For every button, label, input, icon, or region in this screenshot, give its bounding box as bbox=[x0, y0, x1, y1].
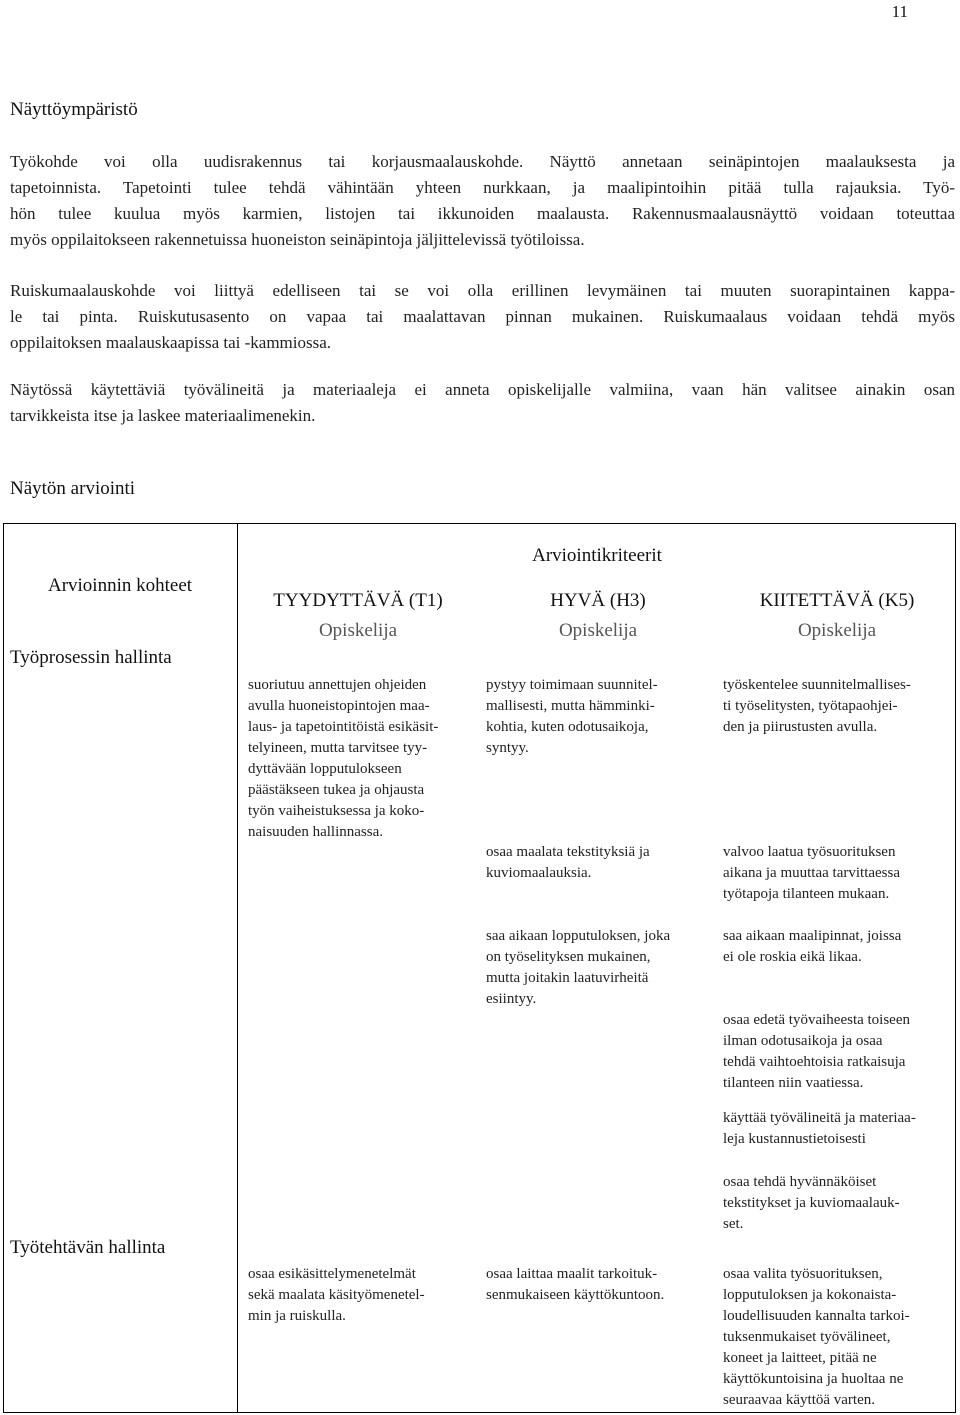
level-t1-subheader: Opiskelija bbox=[318, 620, 398, 641]
text-line: tapetoinnista. Tapetointi tulee tehdä vähintään yhteen nurkkaan, ja maalipintoihin pitää tulla rajauksia. Työ- bbox=[10, 178, 955, 197]
cell-line: kuviomaalauksia. bbox=[486, 865, 592, 881]
cell-line: esiintyy. bbox=[486, 991, 537, 1007]
text-line: Ruiskumaalauskohde voi liittyä edelliseen tai se voi olla erillinen levymäinen tai muuten suorapintainen kappa- bbox=[10, 281, 955, 300]
section-title-environment: Näyttöympäristö bbox=[10, 99, 138, 120]
level-h3-header: HYVÄ (H3) bbox=[550, 590, 646, 611]
text-line: tarvikkeista itse ja laskee materiaalimenekin. bbox=[10, 406, 316, 425]
cell-line: sekä maalata käsityömenetel- bbox=[248, 1287, 425, 1303]
table-column-divider bbox=[237, 523, 238, 1413]
criteria-h3-process-c bbox=[486, 926, 670, 1010]
criteria-t1-process bbox=[248, 675, 438, 843]
paragraph-environment-2 bbox=[10, 278, 955, 356]
cell-line: osaa valita työsuorituksen, bbox=[723, 1266, 883, 1282]
table-border-right bbox=[955, 523, 956, 1413]
criteria-k5-task bbox=[723, 1264, 910, 1411]
section-title-assessment: Näytön arviointi bbox=[10, 478, 136, 499]
cell-line: käyttökuntoisina ja huoltaa ne bbox=[723, 1371, 904, 1387]
cell-line: valvoo laatua työsuorituksen bbox=[723, 844, 896, 860]
criteria-h3-process-b bbox=[486, 842, 650, 884]
row-label-work-process: Työprosessin hallinta bbox=[10, 647, 172, 668]
page-number: 11 bbox=[891, 2, 908, 21]
cell-line: tehdä vaihtoehtoisia ratkaisuja bbox=[723, 1054, 906, 1070]
criteria-h3-task bbox=[486, 1264, 664, 1306]
text-line: myös oppilaitokseen rakennetuissa huoneiston seinäpintoja jäljittelevissä työtiloissa. bbox=[10, 230, 585, 249]
level-k5-subheader: Opiskelija bbox=[797, 620, 877, 641]
text-line: oppilaitoksen maalauskaapissa tai -kammiossa. bbox=[10, 333, 332, 352]
criteria-h3-process-a bbox=[486, 675, 658, 759]
cell-line: syntyy. bbox=[486, 740, 529, 756]
cell-line: mutta joitakin laatuvirheitä bbox=[486, 970, 649, 986]
cell-line: osaa maalata tekstityksiä ja bbox=[486, 844, 650, 860]
cell-line: työn vaiheistuksessa ja koko- bbox=[248, 803, 425, 819]
table-border-bottom bbox=[3, 1412, 956, 1413]
cell-line: aikana ja muuttaa tarvittaessa bbox=[723, 865, 901, 881]
criteria-header: Arviointikriteerit bbox=[532, 545, 662, 566]
cell-line: tilanteen niin vaatiessa. bbox=[723, 1075, 864, 1091]
cell-line: osaa laittaa maalit tarkoituk- bbox=[486, 1266, 658, 1282]
cell-line: on työselityksen mukainen, bbox=[486, 949, 651, 965]
cell-line: den ja piirustusten avulla. bbox=[723, 719, 878, 735]
paragraph-environment-3 bbox=[10, 377, 955, 429]
cell-line: lopputuloksen ja kokonaista- bbox=[723, 1287, 897, 1303]
cell-line: loudellisuuden kannalta tarkoi- bbox=[723, 1308, 910, 1324]
cell-line: suoriutuu annettujen ohjeiden bbox=[248, 677, 427, 693]
cell-line: saa aikaan lopputuloksen, joka bbox=[486, 928, 671, 944]
text-line: Työkohde voi olla uudisrakennus tai korjausmaalauskohde. Näyttö annetaan seinäpintojen maalauksesta ja bbox=[10, 152, 955, 171]
criteria-k5-process-f bbox=[723, 1172, 900, 1235]
level-t1-header: TYYDYTTÄVÄ (T1) bbox=[273, 590, 443, 611]
cell-line: työskentelee suunnitelmallises- bbox=[723, 677, 911, 693]
cell-line: ei ole roskia eikä likaa. bbox=[723, 949, 862, 965]
cell-line: ilman odotusaikoja ja osaa bbox=[723, 1033, 883, 1049]
cell-line: dyttävään lopputulokseen bbox=[248, 761, 402, 777]
cell-line: kohtia, kuten odotusaikoja, bbox=[486, 719, 649, 735]
cell-line: laus- ja tapetointitöistä esikäsit- bbox=[248, 719, 439, 735]
table-border-left bbox=[3, 523, 4, 1413]
cell-line: tekstitykset ja kuviomaalauk- bbox=[723, 1195, 900, 1211]
text-line: le tai pinta. Ruiskutusasento on vapaa tai maalattavan pinnan mukainen. Ruiskumaalaus voidaan tehdä myös bbox=[10, 307, 955, 326]
cell-line: avulla huoneistopintojen maa- bbox=[248, 698, 430, 714]
cell-line: leja kustannustietoisesti bbox=[723, 1131, 866, 1147]
cell-line: mallisesti, mutta hämminki- bbox=[486, 698, 655, 714]
criteria-t1-task bbox=[248, 1264, 425, 1327]
cell-line: saa aikaan maalipinnat, joissa bbox=[723, 928, 902, 944]
cell-line: osaa edetä työvaiheesta toiseen bbox=[723, 1012, 911, 1028]
cell-line: osaa esikäsittelymenetelmät bbox=[248, 1266, 416, 1282]
cell-line: set. bbox=[723, 1216, 744, 1232]
level-k5-header: KIITETTÄVÄ (K5) bbox=[759, 590, 915, 611]
cell-line: pystyy toimimaan suunnitel- bbox=[486, 677, 658, 693]
cell-line: seuraavaa käyttöä varten. bbox=[723, 1392, 875, 1408]
cell-line: tuksenmukaiset työvälineet, bbox=[723, 1329, 891, 1345]
level-h3-subheader: Opiskelija bbox=[558, 620, 638, 641]
cell-line: käyttää työvälineitä ja materiaa- bbox=[723, 1110, 916, 1126]
criteria-k5-process-e bbox=[723, 1108, 916, 1150]
cell-line: min ja ruiskulla. bbox=[248, 1308, 346, 1324]
criteria-k5-process-c bbox=[723, 926, 901, 968]
paragraph-environment-1 bbox=[10, 149, 955, 253]
table-border-top bbox=[3, 523, 956, 524]
assessment-targets-header: Arvioinnin kohteet bbox=[47, 575, 193, 596]
cell-line: naisuuden hallinnassa. bbox=[248, 824, 383, 840]
criteria-k5-process-b bbox=[723, 842, 900, 905]
cell-line: telyineen, mutta tarvitsee tyy- bbox=[248, 740, 428, 756]
cell-line: senmukaiseen käyttökuntoon. bbox=[486, 1287, 665, 1303]
criteria-k5-process-d bbox=[723, 1010, 910, 1094]
text-line: hön tulee kuulua myös karmien, listojen tai ikkunoiden maalausta. Rakennusmaalausnäyttö voidaan toteuttaa bbox=[10, 204, 955, 223]
row-label-work-task: Työtehtävän hallinta bbox=[10, 1237, 166, 1258]
cell-line: ti työselitysten, työtapaohjei- bbox=[723, 698, 898, 714]
cell-line: päästäkseen tukea ja ohjausta bbox=[248, 782, 425, 798]
text-line: Näytössä käytettäviä työvälineitä ja materiaaleja ei anneta opiskelijalle valmiina, vaan hän valitsee ainakin osan bbox=[10, 380, 955, 399]
cell-line: koneet ja laitteet, pitää ne bbox=[723, 1350, 877, 1366]
assessment-table bbox=[3, 523, 956, 1413]
cell-line: työtapoja tilanteen mukaan. bbox=[723, 886, 890, 902]
cell-line: osaa tehdä hyvännäköiset bbox=[723, 1174, 877, 1190]
criteria-k5-process-a bbox=[723, 675, 911, 738]
